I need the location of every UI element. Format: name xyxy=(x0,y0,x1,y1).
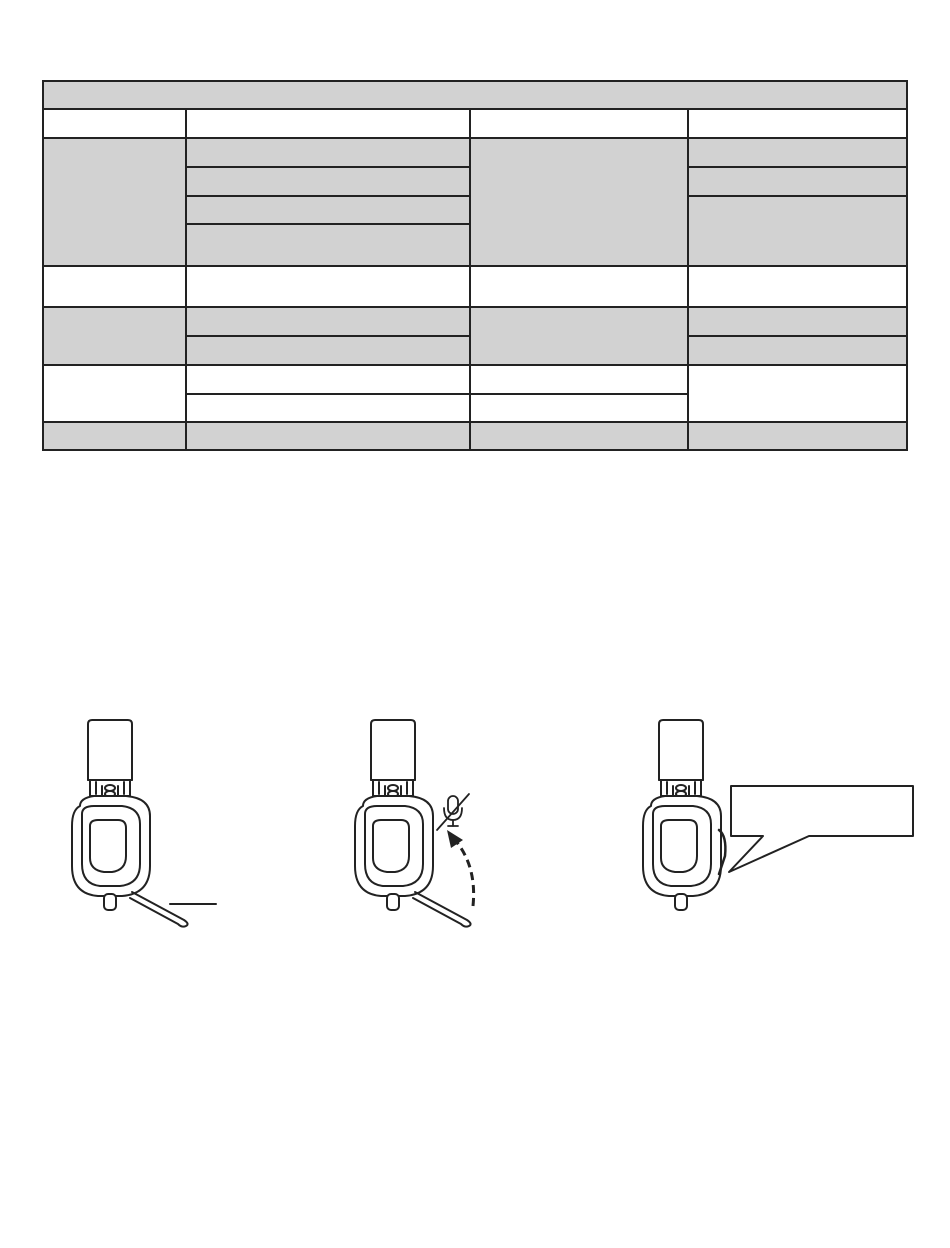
table-cell xyxy=(186,365,470,394)
table-row xyxy=(43,266,907,307)
headset-icon xyxy=(343,716,543,936)
table-cell xyxy=(688,266,907,307)
table-cell xyxy=(470,138,688,266)
table-cell xyxy=(470,422,688,450)
speech-bubble xyxy=(729,786,913,872)
table-cell xyxy=(186,224,470,266)
table-cell xyxy=(186,394,470,422)
table-cell xyxy=(688,196,907,266)
table-row xyxy=(43,365,907,394)
table-cell xyxy=(43,422,186,450)
table-header-row xyxy=(43,109,907,138)
table-cell xyxy=(688,109,907,138)
table-cell xyxy=(43,138,186,266)
headset-side-button-illustration xyxy=(631,716,921,936)
table-cell xyxy=(186,336,470,365)
table-cell xyxy=(470,307,688,365)
table-cell xyxy=(43,307,186,365)
headset-icon xyxy=(60,716,260,936)
table-cell xyxy=(186,266,470,307)
table-row xyxy=(43,138,907,167)
table-cell xyxy=(688,422,907,450)
table-cell xyxy=(186,422,470,450)
table-cell xyxy=(688,307,907,336)
table-cell xyxy=(43,266,186,307)
headset-mic-mute-illustration xyxy=(343,716,543,936)
headset-status-table xyxy=(42,80,908,451)
table-cell xyxy=(43,365,186,422)
headset-boom-down-illustration xyxy=(60,716,260,936)
table-cell xyxy=(470,365,688,394)
table-row xyxy=(43,307,907,336)
table-cell xyxy=(186,307,470,336)
mic-muted-icon xyxy=(437,794,469,830)
table-row xyxy=(43,422,907,450)
arrow-up-icon xyxy=(447,830,463,848)
table-title xyxy=(43,81,907,109)
table-cell xyxy=(470,266,688,307)
table-cell xyxy=(470,394,688,422)
table-cell xyxy=(470,109,688,138)
table-cell xyxy=(43,109,186,138)
headset-icon xyxy=(631,716,921,936)
table-cell xyxy=(688,138,907,167)
table-cell xyxy=(186,109,470,138)
table-cell xyxy=(688,167,907,196)
table-cell xyxy=(688,336,907,365)
table-cell xyxy=(688,365,907,422)
table-cell xyxy=(186,196,470,224)
table-cell xyxy=(186,167,470,196)
table-cell xyxy=(186,138,470,167)
